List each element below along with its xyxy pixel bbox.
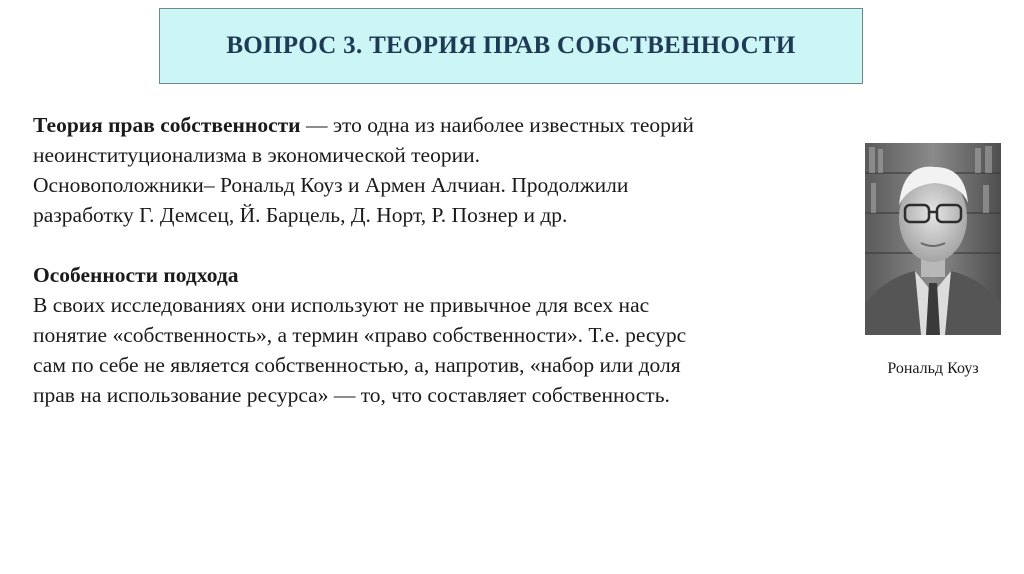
p1-line3: Основоположники– Рональд Коуз и Армен Алчиан. Продолжили [33, 173, 629, 197]
portrait-illustration [865, 143, 1001, 335]
paragraph-gap [33, 230, 833, 260]
body-text [33, 110, 833, 410]
slide-title: ВОПРОС 3. ТЕОРИЯ ПРАВ СОБСТВЕННОСТИ [226, 32, 796, 59]
p2-heading [33, 260, 833, 290]
p1-line1 [33, 110, 833, 140]
p2-line1: В своих исследованиях они используют не привычное для всех нас [33, 293, 650, 317]
p1-line4: разработку Г. Демсец, Й. Барцель, Д. Норт, Р. Познер и др. [33, 203, 568, 227]
portrait-photo [865, 143, 1001, 335]
p2-line2: понятие «собственность», а термин «право собственности». Т.е. ресурс [33, 323, 687, 347]
portrait-caption: Рональд Коуз [887, 360, 979, 377]
p1-line1-rest: — это одна из наиболее известных теорий [300, 113, 694, 137]
title-box [159, 8, 863, 84]
section-heading: Особенности подхода [33, 263, 239, 287]
p2-line4: прав на использование ресурса» — то, что составляет собственность. [33, 383, 670, 407]
p2-line3: сам по себе не является собственностью, а, напротив, «набор или доля [33, 353, 681, 377]
p1-line2: неоинституционализма в экономической теории. [33, 143, 480, 167]
bold-term: Теория прав собственности [33, 113, 301, 137]
